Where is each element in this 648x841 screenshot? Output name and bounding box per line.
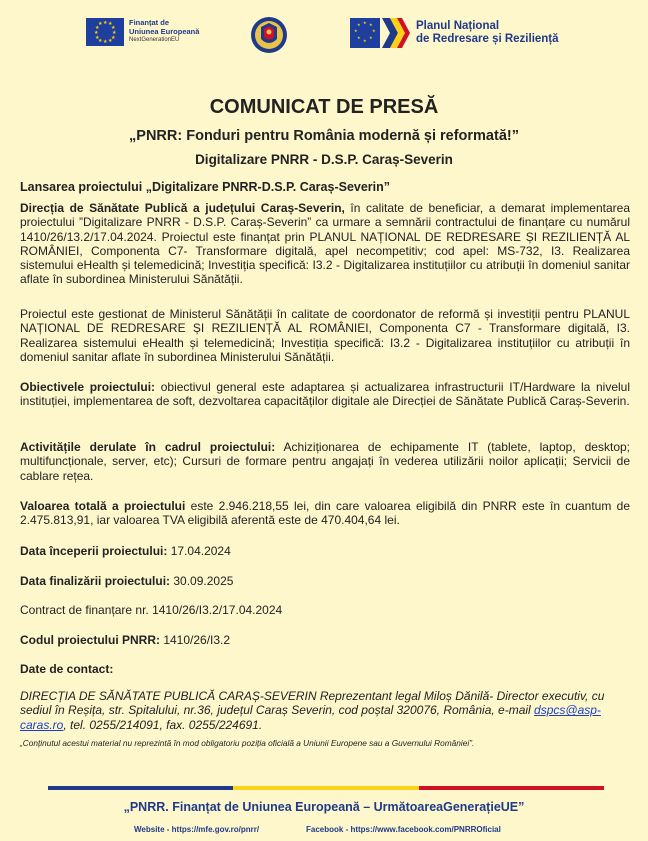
launch-heading: Lansarea proiectului „Digitalizare PNRR-D.S.P. Caraș-Severin” (20, 180, 391, 194)
project-code (20, 633, 630, 647)
objectives-lead: Obiectivele proiectului: (20, 380, 156, 394)
start-date-label: Data începerii proiectului: (20, 544, 168, 558)
eu-logo (86, 18, 199, 46)
pnrr-logo (350, 16, 559, 50)
pnrr-line1: Planul Național (416, 20, 500, 32)
pnrr-line2: de Redresare și Reziliență (416, 33, 559, 45)
project-name: Digitalizare PNRR - D.S.P. Caraș-Severin (195, 152, 453, 167)
contract-number: Contract de finanțare nr. 1410/26/I3.2/17.04.2024 (20, 603, 283, 617)
contact-tail: , tel. 0255/214091, fax. 0255/224691. (63, 717, 263, 732)
contact-email-link[interactable]: dspcs@asp-caras.ro (20, 703, 601, 732)
start-date-value: 17.04.2024 (167, 544, 231, 558)
paragraph-activities (20, 440, 630, 483)
svg-text:★: ★ (363, 38, 367, 43)
beneficiary-text: în calitate de beneficiar, a demarat implementarea proiectului ”Digitalizare PNRR - D.S.P. Caraș-Severin” ca urmare a semnării contractului de finanțare cu numărul 1410/26/13.2/17.04.2024. Proiectul este finanțat prin PLANUL NAȚIONAL DE REDRESARE ȘI REZILIENȚĂ AL ROMÂNIEI, Componenta C7- Transformare digitală, apel necompetitiv; cod apel: MS-732, I3. Realizarea sistemului eHealth și telemedicină; Investiția specifică: I3.2 - Digitalizarea instituțiilor cu atribuții în domeniul sanitar aflate în subordinea Ministerului Sănătății. (20, 201, 630, 287)
svg-text:★: ★ (369, 35, 373, 40)
project-code-label: Codul proiectului PNRR: (20, 633, 160, 647)
contact-label: Date de contact: (20, 662, 114, 676)
eu-line3: NextGenerationEU (129, 37, 180, 43)
end-date-value: 30.09.2025 (170, 574, 234, 588)
romanian-coat-of-arms-icon (250, 13, 288, 57)
eu-line2: Uniunea Europeană (129, 27, 200, 36)
activities-lead: Activitățile derulate în cadrul proiectului: (20, 440, 276, 454)
end-date-label: Data finalizării proiectului: (20, 574, 171, 588)
eu-flag-icon: ★ ★ ★ ★ ★ ★ ★ ★ ★ ★ ★ ★ (86, 18, 124, 46)
contact-heading (20, 662, 630, 676)
svg-text:★: ★ (372, 28, 376, 33)
page-title: COMUNICAT DE PRESĂ (209, 96, 439, 118)
svg-text:★: ★ (369, 22, 373, 27)
paragraph-beneficiary (20, 201, 630, 287)
eu-line1: Finanțat de (129, 18, 170, 27)
end-date (20, 574, 630, 588)
svg-text:★: ★ (363, 20, 367, 25)
paragraph-value (20, 499, 630, 528)
project-code-value: 1410/26/I3.2 (160, 633, 231, 647)
objectives-text: obiectivul general este adaptarea și actualizarea infrastructurii IT/Hardware la nivelul instituției, implementarea de soft, dezvoltarea capacităților digitale ale Direcției de Sănătate Publică Caraș-Severin. (20, 380, 631, 409)
activities-text: Achiziționarea de echipamente IT (tablete, laptop, desktop; multifuncționale, server, etc); Cursuri de formare pentru angajați în vederea utilizării noilor aplicații; Servicii de cablare rețea. (20, 440, 630, 483)
header (0, 0, 648, 70)
page-subtitle: „PNRR: Fonduri pentru România modernă și reformată!” (129, 128, 519, 144)
svg-text:★: ★ (357, 35, 361, 40)
value-text: este 2.946.218,55 lei, din care valoarea eligibilă din PNRR este în cuantum de 2.475.813,91, iar valoarea TVA eligibilă aferentă este de 470.404,64 lei. (20, 499, 630, 528)
svg-text:★: ★ (354, 28, 358, 33)
svg-text:★: ★ (357, 22, 361, 27)
disclaimer: „Conținutul acestui material nu reprezintă în mod obligatoriu poziția oficială a Uniunii Europene sau a Guvernului României”. (20, 738, 475, 748)
footer-facebook-link[interactable]: Facebook - https://www.facebook.com/PNRROficial (306, 825, 501, 834)
pnrr-flag-icon (350, 16, 410, 50)
footer-website-link[interactable]: Website - https://mfe.gov.ro/pnrr/ (134, 825, 260, 834)
paragraph-management: Proiectul este gestionat de Ministerul Sănătății în calitate de coordonator de reformă și investiții pentru PLANUL NAȚIONAL DE REDRESARE ȘI REZILIENȚĂ AL ROMÂNIEI, Componenta C7 - Transformare digitală, I3. Realizarea sistemului eHealth și telemedicină; Investiția specifică: I3.2 - Digitalizarea instituțiilor cu atribuții în domeniul sanitar aflate în subordinea Ministerului Sănătății. (20, 307, 630, 364)
tricolor-divider (48, 786, 604, 790)
paragraph-objectives (20, 380, 630, 409)
value-lead: Valoarea totală a proiectului (20, 499, 186, 513)
footer-title: „PNRR. Finanțat de Uniunea Europeană – UrmătoareaGenerațieUE” (123, 800, 525, 814)
contact-text: DIRECȚIA DE SĂNĂTATE PUBLICĂ CARAȘ-SEVERIN Reprezentant legal Miloș Dănilă- Director executiv, cu sediul în Reșița, str. Spitalului, nr.36, județul Caraș Severin, cod poștal 320076, România, e-mail (20, 689, 605, 718)
beneficiary-lead: Direcția de Sănătate Publică a județului Caraș-Severin, (20, 201, 345, 215)
contact-details (20, 689, 630, 732)
start-date (20, 544, 630, 558)
